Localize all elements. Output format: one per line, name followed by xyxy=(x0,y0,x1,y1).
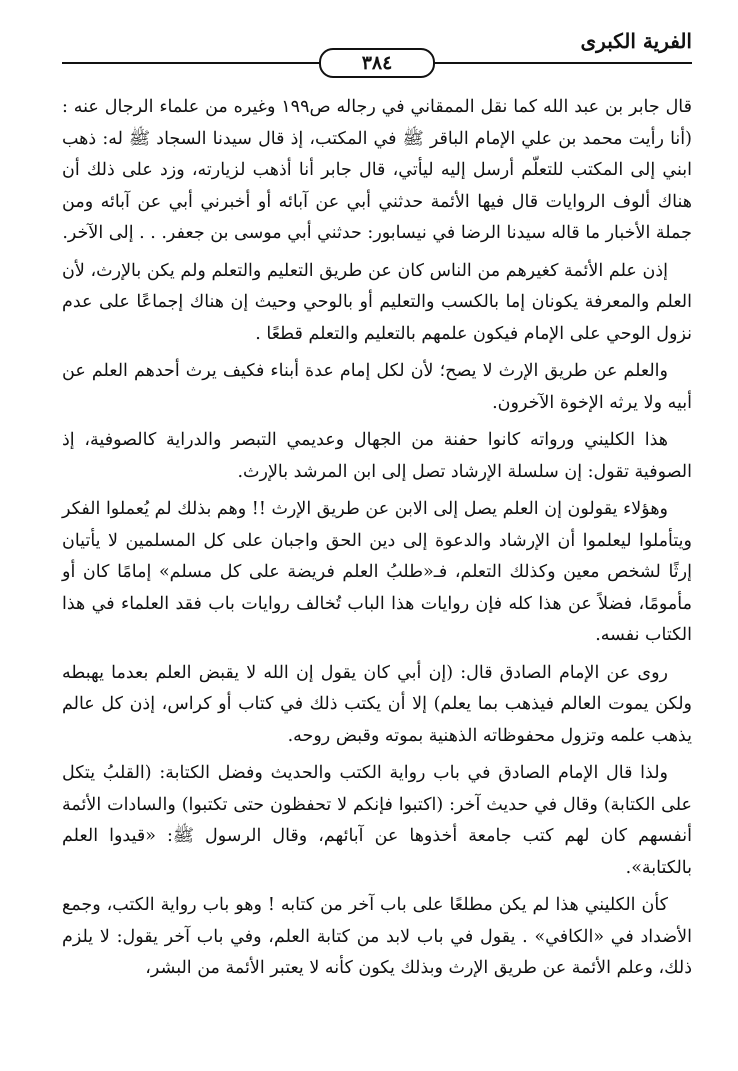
paragraph: كأن الكليني هذا لم يكن مطلعًا على باب آخر من كتابه ! وهو باب رواية الكتب، وجمع الأضداد في «الكافي» . يقول في باب لابد من كتابة العلم، وفي باب آخر يقول: لا يلزم ذلك، وعلم الأئمة عن طريق الإرث وبذلك يكون كأنه لا يعتبر الأئمة من البشر، xyxy=(62,895,692,978)
paragraph: والعلم عن طريق الإرث لا يصح؛ لأن لكل إمام عدة أبناء فكيف يرث أحدهم العلم عن أبيه ولا يرثه الإخوة الآخرون. xyxy=(62,361,692,413)
paragraph: هذا الكليني ورواته كانوا حفنة من الجهال وعديمي التبصر والدراية كالصوفية، إذ الصوفية تقول: إن سلسلة الإرشاد تصل إلى ابن المرشد بالإرث. xyxy=(62,430,692,482)
page-body xyxy=(62,92,692,991)
paragraph: وهؤلاء يقولون إن العلم يصل إلى الابن عن طريق الإرث !! وهم بذلك لم يُعملوا الفكر ويتأملوا ليعلموا أن الإرشاد والدعوة إلى دين الحق واجبان على كل المسلمين لا يأتيان إرثًا لشخص معين وكذلك التعلم، فـ«طلبُ العلم فريضة على كل مسلم» إمامًا كان أو مأمومًا، فضلاً عن هذا كله فإن روايات هذا الباب تُخالف روايات باب فقد العلماء في هذا الكتاب نفسه. xyxy=(62,499,692,645)
paragraph: إذن علم الأئمة كغيرهم من الناس كان عن طريق التعليم والتعلم ولم يكن بالإرث، لأن العلم والمعرفة يكونان إما بالكسب والتعليم أو بالوحي وحيث إن هناك إجماعًا على عدم نزول الوحي على الإمام فيكون علمهم بالتعليم والتعلم قطعًا . xyxy=(62,260,692,344)
book-title: الفرية الكبرى xyxy=(580,29,692,53)
paragraph: قال جابر بن عبد الله كما نقل الممقاني في رجاله ص١٩٩ وغيره من علماء الرجال عنه : (أنا رأيت محمد بن علي الإمام الباقر ﷺ في المكتب، إذ قال سيدنا السجاد ﷺ له: ذهب ابني إلى المكتب للتعلّم أرسل إليه ليأتي، قال جابر أنا أذهب لزيارته، وزد على ذلك أن هناك ألوف الروايات قال فيها الأئمة حدثني أبي عن آبائه أو أخبرني أبي عن آبائه ومن جملة الأخبار ما قاله سيدنا الرضا في نيسابور: حدثني أبي موسى بن جعفر. . . إلى الآخر. xyxy=(62,97,692,243)
page-number: ٣٨٤ xyxy=(319,48,435,78)
paragraph: ولذا قال الإمام الصادق في باب رواية الكتب والحديث وفضل الكتابة: (القلبُ يتكل على الكتابة) وقال في حديث آخر: (اكتبوا فإنكم لا تحفظون حتى تكتبوا) والسادات الأئمة أنفسهم كان لهم كتب جامعة أخذوها عن آبائهم، وقال الرسول ﷺ: «قيدوا العلم بالكتابة». xyxy=(62,763,692,878)
paragraph: روى عن الإمام الصادق قال: (إن أبي كان يقول إن الله لا يقبض العلم بعدما يهبطه ولكن يموت العالم فيذهب بما يعلم) إلا أن يكتب ذلك في كتاب أو كراس، إذن كل عالم يذهب علمه وتزول محفوظاته الذهنية بموته وقبض روحه. xyxy=(62,662,692,746)
page-header xyxy=(62,28,692,88)
